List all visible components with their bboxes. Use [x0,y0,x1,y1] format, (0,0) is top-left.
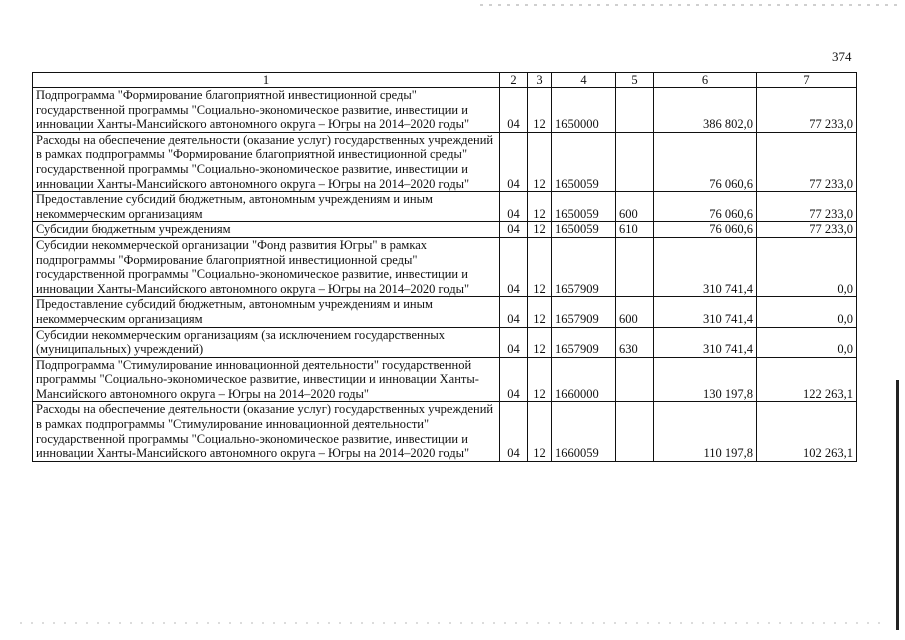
row-target-code: 1657909 [552,297,616,327]
row-expense-type: 600 [616,192,654,222]
budget-table [32,72,857,462]
row-expense-type [616,88,654,133]
table-row [33,88,857,133]
row-amount-2: 0,0 [757,327,857,357]
row-target-code: 1657909 [552,237,616,296]
row-name: Расходы на обеспечение деятельности (оказание услуг) государственных учреждений в рамках подпрограммы "Формирование благоприятной инвестиционной среды" государственной программы "Социально-экономическое развитие, инвестиции и инновации Ханты-Мансийского автономного округа – Югры на 2014–2020 годы" [33,132,500,191]
scan-edge-right [896,380,899,630]
row-subsection: 12 [528,357,552,402]
table-row [33,237,857,296]
row-expense-type: 600 [616,297,654,327]
row-amount-1: 76 060,6 [654,192,757,222]
table-row [33,402,857,461]
row-subsection: 12 [528,222,552,238]
row-amount-2: 0,0 [757,237,857,296]
row-section: 04 [500,357,528,402]
row-expense-type [616,402,654,461]
page-number: 374 [832,49,852,64]
header-cell: 6 [654,73,757,88]
row-expense-type [616,237,654,296]
row-name: Субсидии бюджетным учреждениям [33,222,500,238]
row-target-code: 1650059 [552,222,616,238]
row-name: Предоставление субсидий бюджетным, автономным учреждениям и иным некоммерческим организациям [33,192,500,222]
row-target-code: 1650059 [552,132,616,191]
row-name: Предоставление субсидий бюджетным, автономным учреждениям и иным некоммерческим организациям [33,297,500,327]
row-amount-2: 77 233,0 [757,88,857,133]
row-section: 04 [500,327,528,357]
table-row [33,297,857,327]
row-amount-1: 110 197,8 [654,402,757,461]
row-amount-2: 77 233,0 [757,222,857,238]
header-cell: 4 [552,73,616,88]
row-amount-1: 130 197,8 [654,357,757,402]
row-expense-type [616,132,654,191]
row-name: Субсидии некоммерческой организации "Фонд развития Югры" в рамках подпрограммы "Формирование благоприятной инвестиционной среды" государственной программы "Социально-экономическое развитие, инвестиции и инновации Ханты-Мансийского автономного округа – Югры на 2014–2020 годы" [33,237,500,296]
row-name: Подпрограмма "Стимулирование инновационной деятельности" государственной программы "Социально-экономическое развитие, инвестиции и инновации Ханты-Мансийского автономного округа – Югры на 2014–2020 годы" [33,357,500,402]
row-amount-2: 0,0 [757,297,857,327]
row-amount-2: 77 233,0 [757,132,857,191]
row-amount-1: 386 802,0 [654,88,757,133]
row-amount-1: 310 741,4 [654,327,757,357]
table-row [33,357,857,402]
row-expense-type: 630 [616,327,654,357]
row-amount-1: 310 741,4 [654,237,757,296]
row-section: 04 [500,192,528,222]
row-subsection: 12 [528,297,552,327]
row-subsection: 12 [528,132,552,191]
row-target-code: 1660000 [552,357,616,402]
row-subsection: 12 [528,88,552,133]
header-cell: 2 [500,73,528,88]
row-amount-2: 77 233,0 [757,192,857,222]
table-row [33,327,857,357]
row-section: 04 [500,88,528,133]
row-section: 04 [500,297,528,327]
row-subsection: 12 [528,192,552,222]
row-expense-type [616,357,654,402]
row-target-code: 1657909 [552,327,616,357]
row-section: 04 [500,222,528,238]
header-cell: 3 [528,73,552,88]
table-row [33,222,857,238]
header-cell: 1 [33,73,500,88]
row-expense-type: 610 [616,222,654,238]
row-amount-1: 310 741,4 [654,297,757,327]
scan-noise-top [480,4,900,6]
row-target-code: 1650059 [552,192,616,222]
row-amount-2: 102 263,1 [757,402,857,461]
row-amount-2: 122 263,1 [757,357,857,402]
row-amount-1: 76 060,6 [654,132,757,191]
scan-noise-bottom [20,622,880,624]
row-name: Подпрограмма "Формирование благоприятной инвестиционной среды" государственной программы "Социально-экономическое развитие, инвестиции и инновации Ханты-Мансийского автономного округа – Югры на 2014–2020 годы" [33,88,500,133]
row-target-code: 1660059 [552,402,616,461]
row-name: Субсидии некоммерческим организациям (за исключением государственных (муниципальных) учреждений) [33,327,500,357]
header-row [33,73,857,88]
row-section: 04 [500,237,528,296]
row-subsection: 12 [528,402,552,461]
header-cell: 7 [757,73,857,88]
row-section: 04 [500,402,528,461]
row-name: Расходы на обеспечение деятельности (оказание услуг) государственных учреждений в рамках подпрограммы "Стимулирование инновационной деятельности" государственной программы "Социально-экономическое развитие, инвестиции и инновации Ханты-Мансийского автономного округа – Югры на 2014–2020 годы" [33,402,500,461]
row-amount-1: 76 060,6 [654,222,757,238]
table-row [33,132,857,191]
row-subsection: 12 [528,237,552,296]
row-target-code: 1650000 [552,88,616,133]
table-row [33,192,857,222]
row-section: 04 [500,132,528,191]
row-subsection: 12 [528,327,552,357]
header-cell: 5 [616,73,654,88]
